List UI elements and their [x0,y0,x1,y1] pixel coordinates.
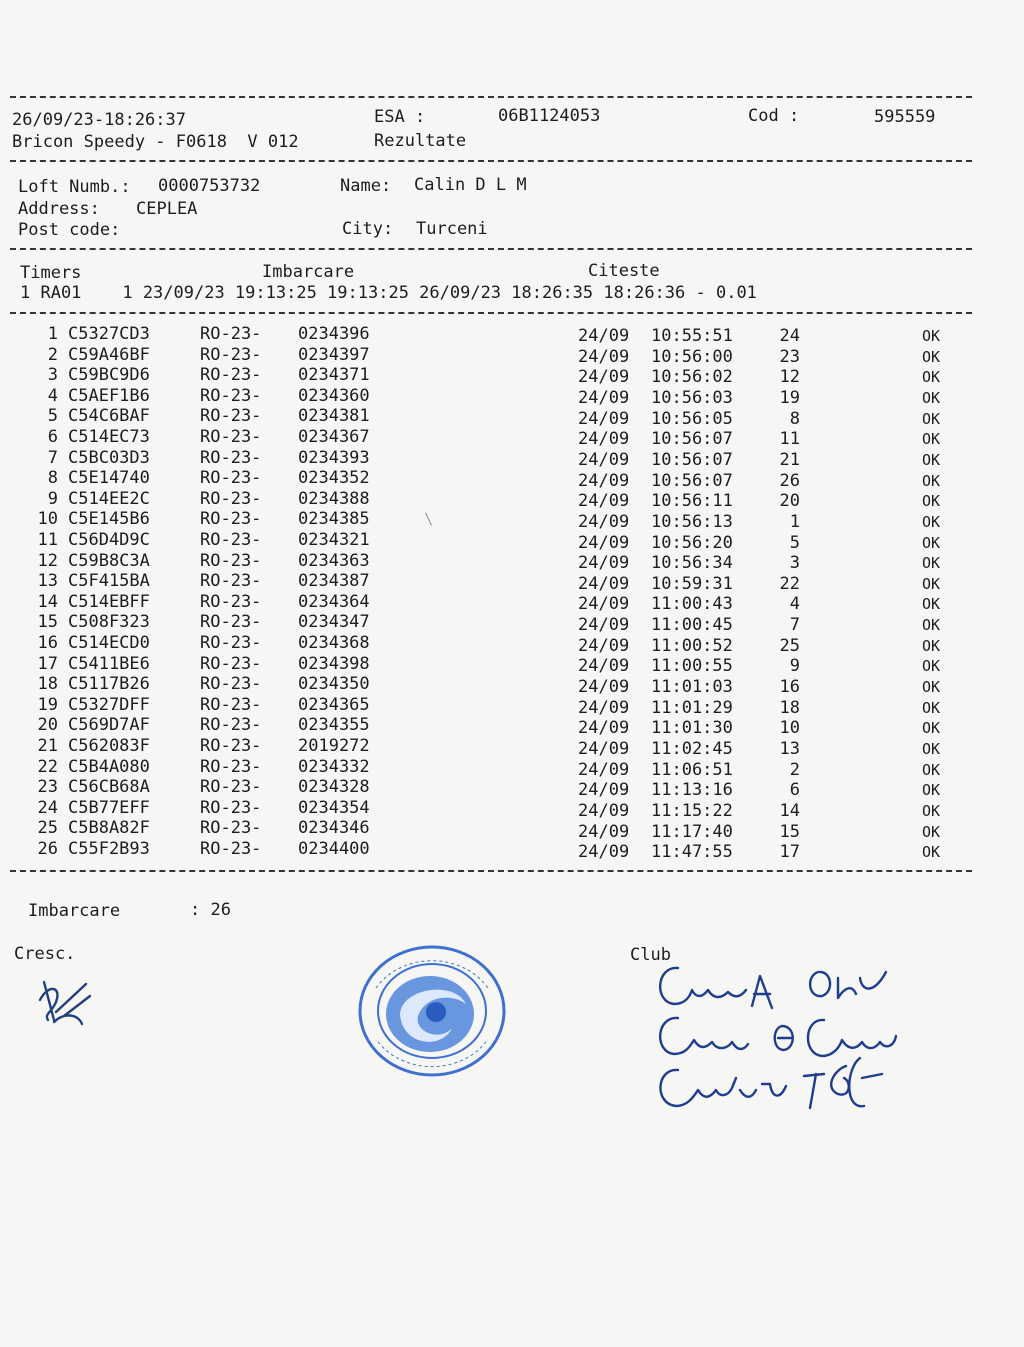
esa-value: 06B1124053 [498,106,601,126]
breeder-signature-icon [34,972,94,1030]
arrival-time: 11:00:43 [651,594,733,615]
ring-prefix: RO-23- [200,571,262,592]
basket-number: 3 [789,553,800,574]
ring-number: 0234397 [298,344,370,365]
status: OK [922,678,941,697]
ring-number: 0234368 [298,633,370,653]
position: 7 [47,447,58,468]
report-title: Rezultate [374,131,467,151]
position: 26 [37,839,58,859]
basket-number: 17 [779,842,800,863]
chip-code: C5327DFF [68,694,150,715]
ring-number: 0234350 [298,674,370,695]
club-stamp-icon [356,942,508,1080]
basket-number: 8 [789,408,800,429]
chip-code: C5BC03D3 [68,447,150,468]
chip-code: C508F323 [68,612,150,633]
status: OK [922,740,941,758]
status: OK [922,471,941,490]
arrival-date: 24/09 [578,387,630,408]
table-row [0,509,1000,530]
chip-code: C55F2B93 [68,839,150,859]
ring-number: 0234398 [298,653,370,674]
divider [10,160,972,162]
chip-code: C5B77EFF [68,797,150,818]
ring-number: 0234332 [298,756,370,777]
table-row [0,468,1000,489]
timers-imbarcare-label: Imbarcare [262,262,355,282]
position: 3 [47,365,58,386]
status: OK [922,781,941,800]
arrival-time: 11:00:55 [651,656,733,677]
table-row [0,365,1000,386]
ring-prefix: RO-23- [200,488,262,509]
postcode-label: Post code: [18,220,121,240]
ring-prefix: RO-23- [200,756,262,777]
arrival-time: 11:01:29 [651,697,733,718]
ring-number: 0234385 [298,509,370,530]
arrival-time: 10:59:31 [651,573,733,594]
timers-label: Timers [20,263,82,283]
arrival-date: 24/09 [578,800,630,821]
arrival-time: 10:56:07 [651,470,733,491]
position: 15 [37,612,58,633]
status: OK [922,327,941,345]
status: OK [922,368,941,387]
chip-code: C514EE2C [68,488,150,509]
club-signatures-icon [648,958,908,1118]
status: OK [922,698,941,717]
ring-number: 0234321 [298,530,370,550]
arrival-time: 11:00:52 [651,635,733,656]
imbarcare-total-label: Imbarcare [28,901,121,921]
position: 22 [37,756,58,777]
status: OK [922,801,941,820]
chip-code: C5B4A080 [68,756,150,777]
arrival-time: 11:01:03 [651,677,733,698]
chip-code: C59A46BF [68,344,150,365]
arrival-time: 11:47:55 [651,842,733,863]
basket-number: 4 [789,594,800,615]
status: OK [922,450,941,469]
position: 19 [37,694,58,715]
arrival-date: 24/09 [578,367,630,388]
address-label: Address: [18,199,100,219]
table-row [0,757,1000,778]
basket-number: 7 [789,615,800,636]
status: OK [922,388,941,407]
status: OK [922,347,941,366]
table-row [0,427,1000,448]
ring-prefix: RO-23- [200,612,262,633]
arrival-date: 24/09 [578,532,630,553]
ring-number: 0234354 [298,797,370,818]
ring-number: 0234328 [298,777,370,798]
table-row [0,695,1000,716]
ring-number: 0234360 [298,385,370,406]
ring-number: 0234396 [298,324,370,344]
arrival-date: 24/09 [578,346,630,367]
breeder-label: Cresc. [14,944,76,964]
basket-number: 25 [779,635,800,656]
arrival-date: 24/09 [578,780,630,801]
basket-number: 14 [779,800,800,821]
position: 25 [37,818,58,839]
table-row [0,592,1000,613]
table-row [0,489,1000,510]
chip-code: C54C6BAF [68,406,150,427]
basket-number: 16 [779,677,800,698]
status: OK [922,492,941,511]
arrival-date: 24/09 [578,594,630,615]
arrival-date: 24/09 [578,573,630,594]
ring-number: 0234388 [298,488,370,509]
table-row [0,530,1000,551]
ring-prefix: RO-23- [200,385,262,406]
chip-code: C5B8A82F [68,818,150,839]
name-label: Name: [340,176,392,196]
basket-number: 2 [789,759,800,780]
status: OK [922,636,941,655]
table-row [0,674,1000,698]
table-row [0,654,1000,675]
position: 4 [47,385,58,406]
arrival-date: 24/09 [578,408,630,429]
cod-value: 595559 [874,107,936,127]
arrival-time: 10:56:13 [651,511,733,532]
arrival-date: 24/09 [578,470,630,491]
table-row [0,798,1000,819]
ring-prefix: RO-23- [200,324,262,344]
arrival-time: 11:15:22 [651,800,733,821]
position: 24 [37,797,58,818]
print-datetime: 26/09/23-18:26:37 [12,110,186,130]
arrival-date: 24/09 [578,511,630,532]
basket-number: 21 [779,449,800,470]
chip-code: C569D7AF [68,715,150,736]
table-row [0,612,1000,636]
position: 10 [37,509,58,530]
basket-number: 11 [779,429,800,450]
arrival-time: 11:17:40 [651,821,733,842]
arrival-date: 24/09 [578,718,630,739]
position: 6 [47,427,58,447]
arrival-date: 24/09 [578,821,630,842]
status: OK [922,554,941,573]
ring-number: 0234347 [298,612,370,633]
divider [10,96,972,98]
position: 8 [47,468,58,489]
chip-code: C5E14740 [68,468,150,489]
arrival-date: 24/09 [578,553,630,574]
arrival-date: 24/09 [578,635,630,656]
arrival-time: 10:56:07 [651,449,733,470]
ring-prefix: RO-23- [200,406,262,427]
chip-code: C514EC73 [68,427,150,447]
ring-prefix: RO-23- [200,777,262,798]
position: 18 [37,674,58,695]
ring-prefix: RO-23- [200,736,262,756]
ring-number: 0234367 [298,427,370,447]
arrival-date: 24/09 [578,739,630,759]
position: 23 [37,777,58,798]
table-row [0,839,1000,863]
ring-prefix: RO-23- [200,715,262,736]
chip-code: C5117B26 [68,674,150,695]
position: 2 [47,344,58,365]
arrival-date: 24/09 [578,842,630,863]
chip-code: C5327CD3 [68,324,150,344]
basket-number: 23 [779,346,800,367]
chip-code: C514ECD0 [68,633,150,653]
timer-record: 1 RA01 1 23/09/23 19:13:25 19:13:25 26/09/23 18:26:35 18:26:36 - 0.01 [20,283,757,303]
status: OK [922,512,941,531]
basket-number: 9 [789,656,800,677]
chip-code: C5411BE6 [68,653,150,674]
arrival-date: 24/09 [578,326,630,346]
table-row [0,345,1000,366]
chip-code: C5F415BA [68,571,150,592]
ring-prefix: RO-23- [200,427,262,447]
status: OK [922,760,941,779]
arrival-date: 24/09 [578,615,630,636]
ring-number: 0234364 [298,591,370,612]
ring-number: 0234400 [298,839,370,859]
basket-number: 13 [779,739,800,759]
basket-number: 22 [779,573,800,594]
ring-number: 0234355 [298,715,370,736]
status: OK [922,533,941,552]
city-value: Turceni [416,219,488,239]
position: 5 [47,406,58,427]
ring-prefix: RO-23- [200,550,262,571]
basket-number: 18 [779,697,800,718]
club-signature-label: Club [630,945,671,965]
arrival-time: 10:56:05 [651,408,733,429]
ring-prefix: RO-23- [200,674,262,695]
basket-number: 19 [779,387,800,408]
ring-prefix: RO-23- [200,447,262,468]
arrival-time: 11:02:45 [651,739,733,759]
ring-prefix: RO-23- [200,509,262,530]
ring-number: 0234393 [298,447,370,468]
divider [10,870,972,872]
basket-number: 10 [779,718,800,739]
table-row [0,324,1000,345]
ring-number: 0234352 [298,468,370,489]
arrival-date: 24/09 [578,429,630,450]
arrival-time: 10:56:02 [651,367,733,388]
arrival-date: 24/09 [578,449,630,470]
arrival-time: 10:56:03 [651,387,733,408]
basket-number: 5 [789,532,800,553]
position: 12 [37,550,58,571]
status: OK [922,574,941,593]
arrival-date: 24/09 [578,697,630,718]
arrival-date: 24/09 [578,677,630,698]
table-row [0,386,1000,407]
cod-label: Cod : [748,106,800,126]
ring-number: 0234371 [298,365,370,386]
ring-prefix: RO-23- [200,797,262,818]
chip-code: C5E145B6 [68,509,150,530]
ring-prefix: RO-23- [200,591,262,612]
position: 17 [37,653,58,674]
table-row [0,777,1000,801]
ring-prefix: RO-23- [200,839,262,859]
ring-number: 0234365 [298,694,370,715]
chip-code: C59BC9D6 [68,365,150,386]
table-row [0,571,1000,592]
ring-number: 0234346 [298,818,370,839]
table-row [0,818,1000,842]
position: 13 [37,571,58,592]
basket-number: 20 [779,491,800,512]
chip-code: C562083F [68,736,150,756]
table-row [0,736,1000,757]
ring-number: 0234387 [298,571,370,592]
arrival-time: 11:06:51 [651,759,733,780]
esa-label: ESA : [374,107,426,127]
arrival-time: 10:55:51 [651,326,733,346]
table-row [0,715,1000,739]
status: OK [922,430,941,449]
address-value: CEPLEA [136,199,198,219]
position: 14 [37,591,58,612]
position: 20 [37,715,58,736]
arrival-time: 10:56:34 [651,553,733,574]
table-row [0,448,1000,469]
status: OK [922,616,941,635]
divider [10,312,972,314]
chip-code: C5AEF1B6 [68,385,150,406]
table-row [0,633,1000,654]
imbarcare-total-value: : 26 [190,900,231,920]
basket-number: 24 [779,326,800,346]
arrival-time: 11:00:45 [651,615,733,636]
table-row [0,406,1000,427]
city-label: City: [342,219,394,239]
basket-number: 1 [789,511,800,532]
ring-prefix: RO-23- [200,653,262,674]
position: 21 [37,736,58,756]
timers-citeste-label: Citeste [588,261,660,281]
position: 1 [47,324,58,344]
ring-prefix: RO-23- [200,694,262,715]
loft-number-label: Loft Numb.: [18,177,131,197]
arrival-time: 10:56:20 [651,532,733,553]
basket-number: 6 [789,780,800,801]
divider [10,248,972,250]
ring-prefix: RO-23- [200,365,262,386]
basket-number: 12 [779,367,800,388]
status: OK [922,822,941,841]
chip-code: C56D4D9C [68,530,150,550]
ring-number: 0234363 [298,550,370,571]
ring-number: 0234381 [298,406,370,427]
ring-number: 2019272 [298,736,370,756]
ring-prefix: RO-23- [200,530,262,550]
device-name: Bricon Speedy - F0618 V 012 [12,132,299,152]
ring-prefix: RO-23- [200,818,262,839]
basket-number: 15 [779,821,800,842]
chip-code: C56CB68A [68,777,150,798]
arrival-time: 10:56:07 [651,429,733,450]
table-row [0,551,1000,572]
name-value: Calin D L M [414,175,527,195]
status: OK [922,595,941,614]
arrival-time: 11:13:16 [651,780,733,801]
ring-prefix: RO-23- [200,633,262,653]
arrival-date: 24/09 [578,759,630,780]
status: OK [922,719,941,738]
arrival-date: 24/09 [578,656,630,677]
arrival-time: 11:01:30 [651,718,733,739]
position: 9 [47,488,58,509]
ring-prefix: RO-23- [200,344,262,365]
loft-number-value: 0000753732 [158,176,261,196]
status: OK [922,843,941,862]
position: 11 [37,530,58,550]
arrival-date: 24/09 [578,491,630,512]
chip-code: C514EBFF [68,591,150,612]
arrival-time: 10:56:00 [651,346,733,367]
status: OK [922,657,941,676]
chip-code: C59B8C3A [68,550,150,571]
ring-prefix: RO-23- [200,468,262,489]
arrival-time: 10:56:11 [651,491,733,512]
position: 16 [37,633,58,653]
basket-number: 26 [779,470,800,491]
status: OK [922,409,941,428]
